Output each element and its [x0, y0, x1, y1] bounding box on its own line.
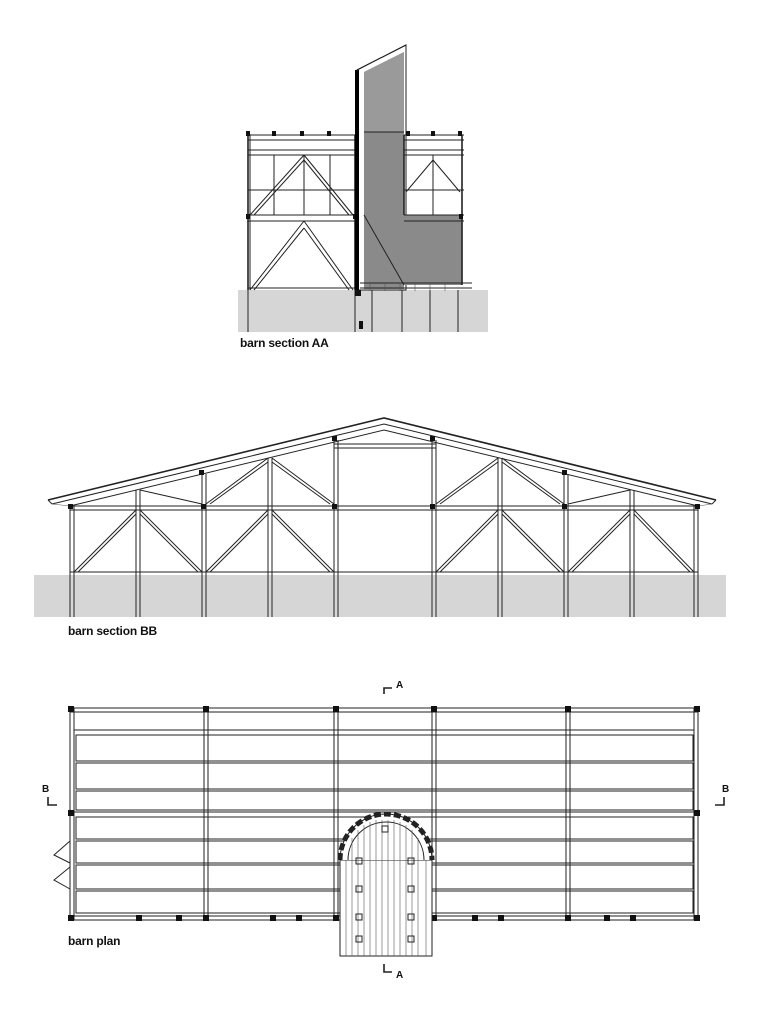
section-marker-b-right-label: B: [722, 784, 730, 795]
barn-section-aa: [238, 45, 488, 350]
section-aa-tower: [355, 45, 472, 329]
section-aa-left-frame: [246, 131, 358, 290]
section-marker-a-top-label: A: [396, 680, 404, 691]
section-marker-a-bottom: [384, 964, 403, 981]
section-marker-b-left: [42, 784, 57, 805]
section-marker-b-left-label: B: [42, 784, 50, 795]
section-marker-a-bottom-label: A: [396, 970, 404, 981]
section-bb-frame: [68, 436, 700, 575]
section-marker-a-top: [384, 680, 403, 694]
barn-plan: [42, 680, 729, 981]
section-marker-b-right: [715, 784, 729, 805]
plan-tower-platform: [340, 814, 432, 956]
section-bb-caption: barn section BB: [68, 624, 158, 638]
plan-west-doors: [54, 841, 70, 889]
plan-caption: barn plan: [68, 934, 121, 948]
barn-section-bb: [34, 418, 726, 638]
section-aa-caption: barn section AA: [240, 336, 329, 350]
section-bb-ground: [34, 575, 726, 617]
